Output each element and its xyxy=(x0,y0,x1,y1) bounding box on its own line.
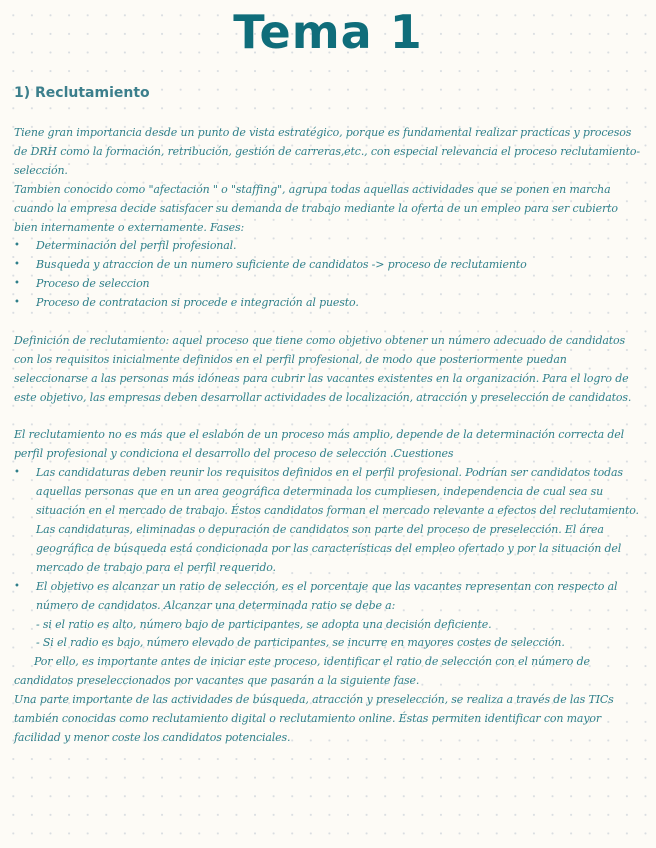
list-item xyxy=(14,237,640,256)
spacer xyxy=(14,313,640,332)
list-item xyxy=(14,256,640,275)
list-item-text: Proceso de contratacion si procede e integración al puesto. xyxy=(36,296,359,310)
paragraph-ratio-importance: Por ello, es importante antes de iniciar este proceso, identificar el ratio de selección con el número de candidatos preseleccionados por vacantes que pasarán a la siguiente fase. xyxy=(14,655,590,688)
spacer xyxy=(14,408,640,427)
paragraph-online-recruiting: Una parte importante de las actividades de búsqueda, atracción y preselección, se realiza a través de las TICs también conocidas como reclutamiento digital o reclutamiento online. Éstas permiten identificar con mayor facilidad y menor coste los candidatos potenciales. xyxy=(14,693,614,744)
list-item-text: Determinación del perfil profesional. xyxy=(36,239,237,253)
list-item xyxy=(14,294,640,313)
list-item xyxy=(14,578,640,616)
list-item xyxy=(14,275,640,294)
section-heading: 1) Reclutamiento xyxy=(14,85,150,101)
paragraph-staffing: Tambien conocido como "afectación " o "staffing", agrupa todas aquellas actividades que se ponen en marcha cuando la empresa decide satisfacer su demanda de trabajo mediante la oferta de un empleo para ser cubierto bien internamente o externamente. Fases: xyxy=(14,182,618,234)
paragraph-importance: Tiene gran importancia desde un punto de vista estratégico, porque es fundamental realizar practicas y procesos de DRH como la formación, retribución, gestión de carreras,etc., con especial relevancia el proceso reclutamiento-selección. xyxy=(14,126,640,177)
paragraph-definition: Definición de reclutamiento: aquel proceso que tiene como objetivo obtener un número adecuado de candidatos con los requisitos inicialmente definidos en el perfil profesional, de modo que posteriormente puedan seleccionarse a las personas más idóneas para cubrir las vacantes existentes en la organización. Para el logro de este objetivo, las empresas deben desarrollar actividades de localización, atracción y preselección de candidatos. xyxy=(14,333,632,404)
paragraph-process-link: El reclutamiento no es más que el eslabón de un proceso más amplio, depende de la determinación correcta del perfil profesional y condiciona el desarrollo del proceso de selección .Cuestiones xyxy=(14,428,625,461)
list-item-text: Busqueda y atraccion de un numero suficiente de candidatos -> proceso de reclutamiento xyxy=(36,258,527,272)
list-item-text: El objetivo es alcanzar un ratio de selección, es el porcentaje que las vacantes representan con respecto al número de candidatos. Alcanzar una determinada ratio se debe a: xyxy=(36,579,618,612)
list-item xyxy=(14,464,640,577)
list-item-text: Las candidaturas deben reunir los requisitos definidos en el perfil profesional. Podrían ser candidatos todas aquellas personas que en un area geográfica determinada los cumpliesen, independencia de cual sea su situación en el mercado de trabajo. Éstos candidatos forman el mercado relevante a efectos del reclutamiento. Las candidaturas, eliminadas o depuración de candidatos son parte del proceso de preselección. El área geográfica de búsqueda está condicionada por las características del empleo ofertado y por la situación del mercado de trabajo para el perfil requerido. xyxy=(36,466,639,574)
bullet-icon: • xyxy=(14,467,20,479)
list-item-text: Proceso de seleccion xyxy=(36,277,150,291)
phases-list xyxy=(14,237,640,313)
bullet-icon: • xyxy=(14,259,20,271)
ratio-high-note: - si el ratio es alto, número bajo de participantes, se adopta una decisión deficiente. xyxy=(36,617,492,631)
notes-body xyxy=(14,124,640,748)
issues-list xyxy=(14,464,640,615)
page-title: Tema 1 xyxy=(233,5,423,59)
bullet-icon: • xyxy=(14,297,20,309)
bullet-icon: • xyxy=(14,580,20,592)
ratio-low-note: - Si el radio es bajo, número elevado de participantes, se incurre en mayores costes de selección. xyxy=(36,636,565,650)
bullet-icon: • xyxy=(14,240,20,252)
bullet-icon: • xyxy=(14,278,20,290)
